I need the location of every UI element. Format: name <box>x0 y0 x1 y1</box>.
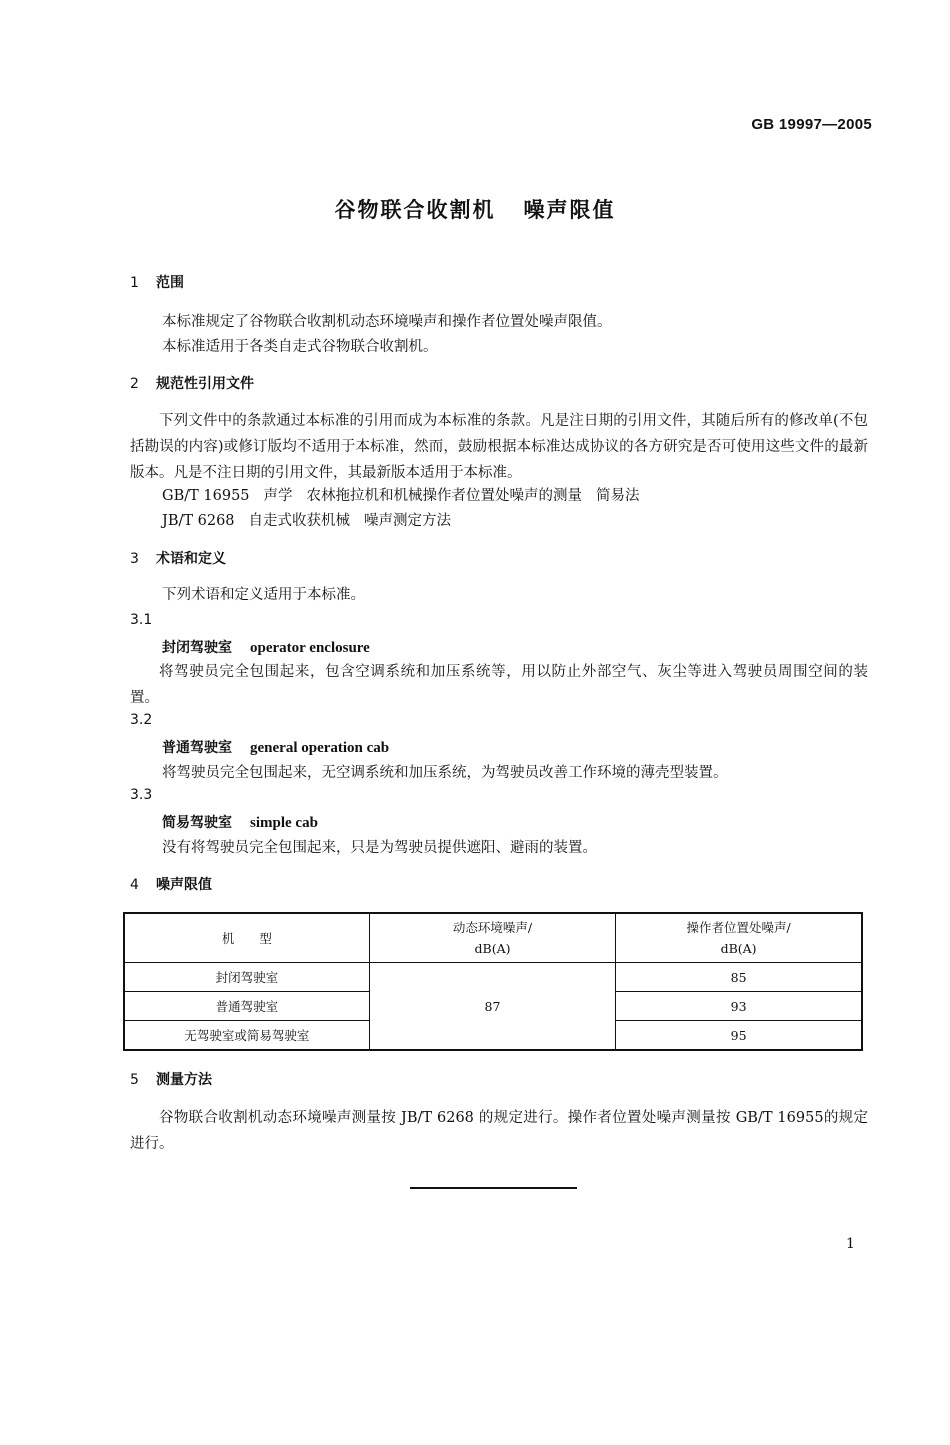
term-heading <box>162 812 318 832</box>
table-row <box>124 963 862 992</box>
machine-type-cell: 普通驾驶室 <box>124 992 369 1021</box>
section-title: 测量方法 <box>156 1072 212 1088</box>
header-dynamic-noise <box>369 913 615 963</box>
section-2-paragraph-1: 下列文件中的条款通过本标准的引用而成为本标准的条款。凡是注日期的引用文件，其随后所有的修改单(不包括勘误的内容)或修订版均不适用于本标准，然而，鼓励根据本标准达成协议的各方研究是否可使用这些文件的最新版本。凡是不注日期的引用文件，其最新版本适用于本标准。 <box>130 413 868 481</box>
section-4-heading <box>130 874 212 894</box>
term-chinese: 普通驾驶室 <box>162 740 232 756</box>
header-operator-noise <box>616 913 862 963</box>
term-definition: 将驾驶员完全包围起来，无空调系统和加压系统，为驾驶员改善工作环境的薄壳型装置。 <box>162 765 728 781</box>
reference-item <box>162 510 465 532</box>
section-number: 5 <box>130 1072 139 1088</box>
header-unit: dB(A) <box>720 941 757 956</box>
section-1-heading <box>130 272 184 292</box>
reference-item <box>162 485 654 507</box>
header-machine-type: 机 型 <box>124 913 369 963</box>
section-number: 2 <box>130 376 139 392</box>
reference-title-part: 噪声测定方法 <box>364 513 452 529</box>
section-title: 范围 <box>156 275 184 291</box>
term-heading <box>162 737 389 757</box>
term-number: 3.2 <box>130 712 153 728</box>
noise-limit-table <box>123 912 863 1051</box>
header-line: 动态环境噪声/ <box>452 920 533 935</box>
document-title <box>0 194 950 224</box>
term-english: simple cab <box>250 815 318 831</box>
header-line: 操作者位置处噪声/ <box>686 920 791 935</box>
section-2-heading <box>130 373 254 393</box>
section-number: 3 <box>130 551 139 567</box>
operator-noise-cell: 85 <box>616 963 862 992</box>
section-3-heading <box>130 548 226 568</box>
term-english: general operation cab <box>250 740 390 756</box>
term-number: 3.1 <box>130 612 153 628</box>
dynamic-noise-cell: 87 <box>369 963 615 1051</box>
reference-code: GB/T 16955 <box>162 488 250 504</box>
page-number: 1 <box>846 1236 855 1252</box>
machine-type-cell: 无驾驶室或简易驾驶室 <box>124 1021 369 1051</box>
reference-title-part: 农林拖拉机和机械操作者位置处噪声的测量 <box>306 488 583 504</box>
term-definition: 将驾驶员完全包围起来，包含空调系统和加压系统等，用以防止外部空气、灰尘等进入驾驶员周围空间的装置。 <box>130 664 868 706</box>
title-part2: 噪声限值 <box>523 198 616 222</box>
section-title: 噪声限值 <box>156 877 212 893</box>
reference-title-part: 简易法 <box>596 488 640 504</box>
term-chinese: 简易驾驶室 <box>162 815 232 831</box>
term-heading <box>162 637 370 657</box>
section-1-paragraph-1: 本标准规定了谷物联合收割机动态环境噪声和操作者位置处噪声限值。 <box>162 314 612 330</box>
operator-noise-cell: 93 <box>616 992 862 1021</box>
term-definition: 没有将驾驶员完全包围起来，只是为驾驶员提供遮阳、避雨的装置。 <box>162 840 597 856</box>
term-english: operator enclosure <box>250 640 370 656</box>
section-number: 1 <box>130 275 139 291</box>
section-5-heading <box>130 1069 212 1089</box>
title-part1: 谷物联合收割机 <box>334 198 496 222</box>
reference-title-part: 自走式收获机械 <box>248 513 351 529</box>
section-title: 术语和定义 <box>156 551 226 567</box>
section-title: 规范性引用文件 <box>156 376 254 392</box>
section-5-paragraph-1: 谷物联合收割机动态环境噪声测量按 JB/T 6268 的规定进行。操作者位置处噪声测量按 GB/T 16955的规定进行。 <box>130 1110 868 1152</box>
table-header-row <box>124 913 862 963</box>
reference-code: JB/T 6268 <box>162 513 235 529</box>
end-rule <box>410 1187 577 1189</box>
operator-noise-cell: 95 <box>616 1021 862 1051</box>
header-unit: dB(A) <box>474 941 511 956</box>
section-1-paragraph-2: 本标准适用于各类自走式谷物联合收割机。 <box>162 339 438 355</box>
term-number: 3.3 <box>130 787 153 803</box>
section-number: 4 <box>130 877 139 893</box>
term-chinese: 封闭驾驶室 <box>162 640 232 656</box>
reference-title-part: 声学 <box>263 488 293 504</box>
machine-type-cell: 封闭驾驶室 <box>124 963 369 992</box>
section-3-paragraph-1: 下列术语和定义适用于本标准。 <box>162 587 365 603</box>
standard-number: GB 19997—2005 <box>751 116 872 133</box>
